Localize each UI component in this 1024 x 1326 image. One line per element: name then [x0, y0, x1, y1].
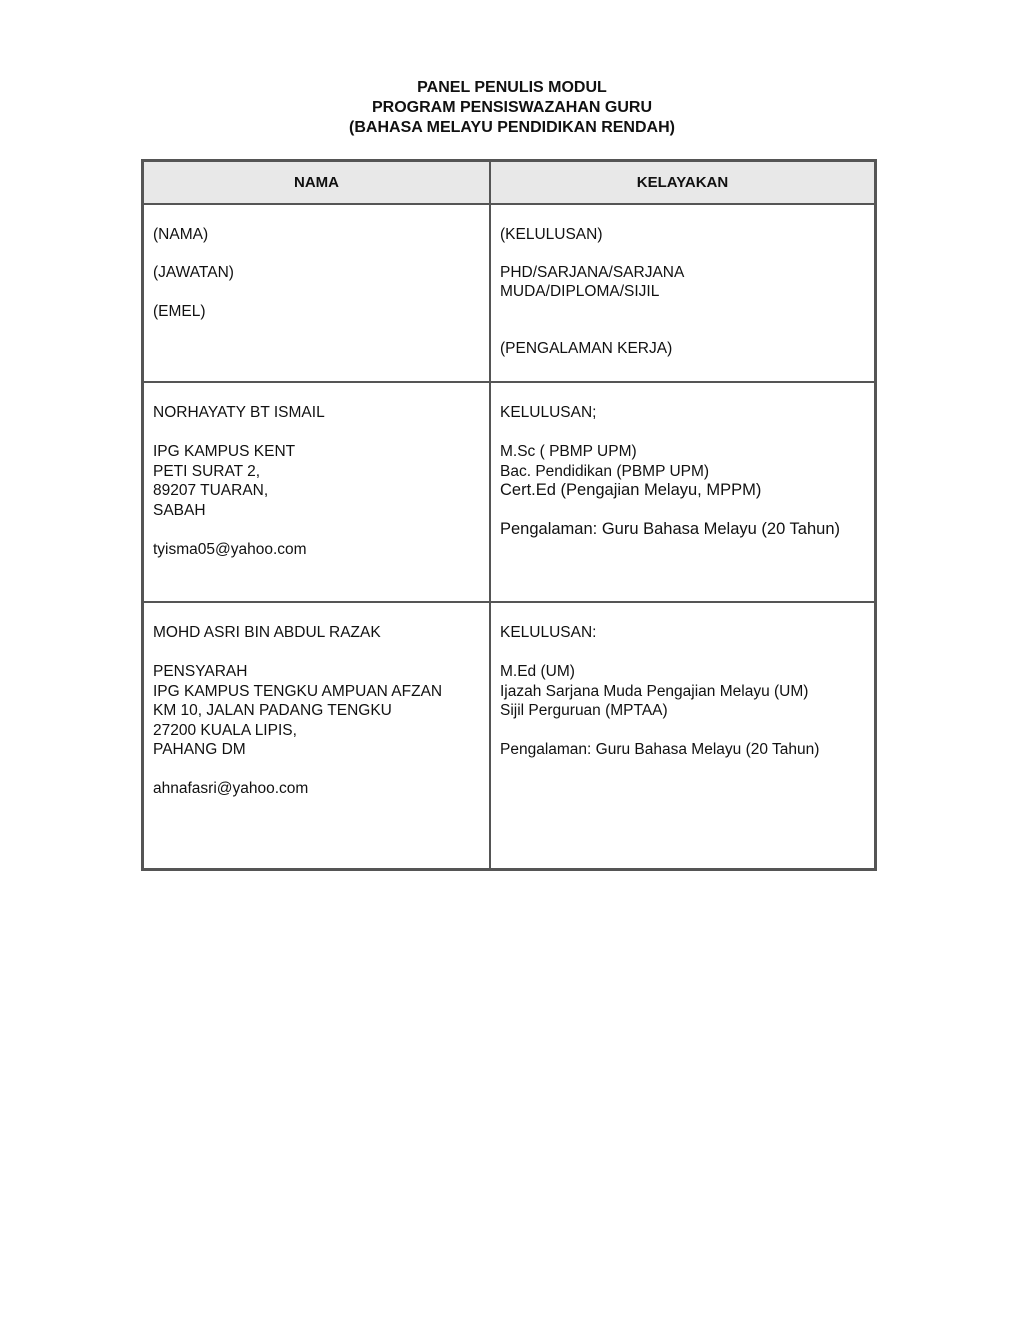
table-row-panel-2 [143, 602, 875, 869]
heading-line-3: (BAHASA MELAYU PENDIDIKAN RENDAH) [349, 119, 675, 136]
panel1-email: tyisma05@yahoo.com [153, 540, 307, 558]
template-nama-cell [143, 204, 490, 382]
panel2-address-line: IPG KAMPUS TENGKU AMPUAN AFZAN [153, 682, 443, 700]
panel2-qualification: M.Ed (UM) [500, 663, 575, 680]
template-kelulusan: (KELULUSAN) [500, 226, 603, 243]
panel1-address-line: IPG KAMPUS KENT [153, 443, 296, 460]
panel1-qualification: Cert.Ed (Pengajian Melayu, MPPM) [500, 481, 762, 499]
panel2-nama-cell [143, 602, 490, 869]
panel2-address-line: PENSYARAH [153, 663, 248, 680]
panel1-kelayakan-cell [490, 382, 875, 602]
table-header-row [143, 161, 875, 204]
template-qual-line-1: PHD/SARJANA/SARJANA [500, 263, 685, 281]
panel1-nama-cell [143, 382, 490, 602]
table-row-template [143, 204, 875, 382]
template-pengalaman: (PENGALAMAN KERJA) [500, 339, 673, 357]
table-row-panel-1 [143, 382, 875, 602]
header-kelayakan: KELAYAKAN [490, 161, 875, 204]
panel1-kelulusan-label: KELULUSAN; [500, 404, 597, 421]
panel2-address-line: KM 10, JALAN PADANG TENGKU [153, 702, 392, 719]
panel1-qualification: Bac. Pendidikan (PBMP UPM) [500, 462, 710, 480]
heading-line-2: PROGRAM PENSISWAZAHAN GURU [371, 99, 652, 116]
panel1-qualification: M.Sc ( PBMP UPM) [500, 443, 637, 460]
panel2-qualification: Sijil Perguruan (MPTAA) [500, 702, 668, 719]
header-nama: NAMA [143, 161, 490, 204]
panel2-address-line: PAHANG DM [153, 741, 246, 758]
panel2-kelayakan-cell [490, 602, 875, 869]
panel2-experience: Pengalaman: Guru Bahasa Melayu (20 Tahun) [500, 741, 820, 758]
template-qual-line-2: MUDA/DIPLOMA/SIJIL [500, 283, 660, 300]
panel-table [141, 159, 877, 871]
panel1-name: NORHAYATY BT ISMAIL [153, 404, 325, 421]
panel1-address-line: SABAH [153, 501, 206, 519]
panel1-experience: Pengalaman: Guru Bahasa Melayu (20 Tahun) [500, 520, 840, 538]
panel2-email: ahnafasri@yahoo.com [153, 780, 309, 797]
panel1-address-line: 89207 TUARAN, [153, 482, 269, 499]
document-heading [0, 78, 1024, 138]
panel2-address-line: 27200 KUALA LIPIS, [153, 721, 297, 739]
template-nama: (NAMA) [153, 226, 209, 243]
panel1-address-line: PETI SURAT 2, [153, 462, 261, 480]
template-emel: (EMEL) [153, 302, 206, 320]
template-jawatan: (JAWATAN) [153, 263, 234, 281]
template-kelayakan-cell [490, 204, 875, 382]
panel2-qualification: Ijazah Sarjana Muda Pengajian Melayu (UM) [500, 682, 809, 700]
panel2-name: MOHD ASRI BIN ABDUL RAZAK [153, 624, 381, 641]
heading-line-1: PANEL PENULIS MODUL [417, 79, 607, 96]
panel2-kelulusan-label: KELULUSAN: [500, 624, 597, 641]
